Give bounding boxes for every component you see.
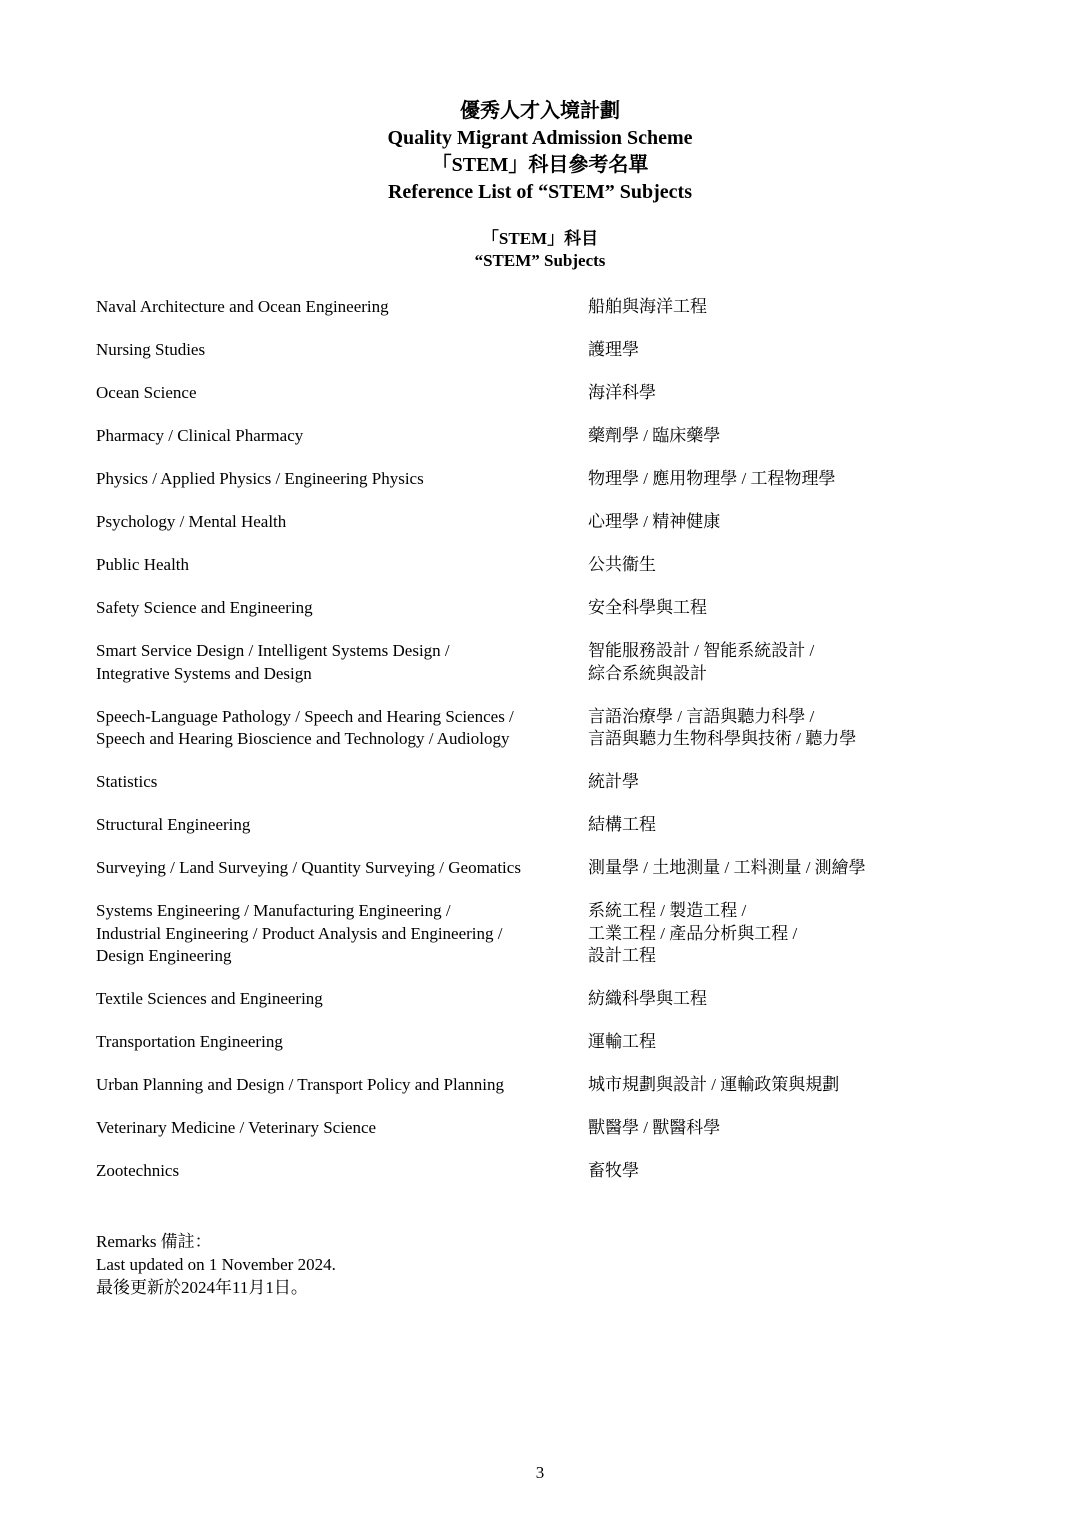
subject-line-en: Naval Architecture and Ocean Engineering (96, 297, 389, 316)
subject-line-en: Nursing Studies (96, 340, 206, 359)
subject-row (96, 339, 996, 362)
subject-name-en (96, 706, 588, 751)
subject-line-en: Structural Engineering (96, 815, 251, 834)
subject-name-en (96, 771, 588, 794)
subtitle-zh: 「STEM」科目參考名單 (431, 154, 649, 176)
subject-line-en: Transportation Engineering (96, 1032, 283, 1051)
table-header-zh: 「STEM」科目 (481, 229, 599, 248)
subject-name-en (96, 857, 588, 880)
subject-line-zh: 安全科學與工程 (588, 598, 707, 617)
subject-line-en: Safety Science and Engineering (96, 598, 313, 617)
subject-line-zh: 智能服務設計 / 智能系統設計 / (588, 641, 815, 660)
subject-name-en (96, 554, 588, 577)
subject-name-zh (588, 1031, 996, 1054)
subject-line-en: Smart Service Design / Intelligent Systems Design / (96, 641, 450, 660)
subject-line-zh: 測量學 / 土地測量 / 工料測量 / 測繪學 (588, 858, 866, 877)
subject-name-zh (588, 1074, 996, 1097)
subject-line-zh: 海洋科學 (588, 383, 656, 402)
subject-row (96, 640, 996, 685)
subject-line-zh: 統計學 (588, 772, 639, 791)
subject-line-zh: 船舶與海洋工程 (588, 297, 707, 316)
subject-name-zh (588, 468, 996, 491)
subject-row (96, 597, 996, 620)
subject-line-en: Physics / Applied Physics / Engineering Physics (96, 469, 424, 488)
subject-name-zh (588, 597, 996, 620)
subject-row (96, 382, 996, 405)
subject-name-zh (588, 511, 996, 534)
subject-line-zh: 系統工程 / 製造工程 / (588, 901, 747, 920)
subject-name-en (96, 814, 588, 837)
subject-line-en: Speech-Language Pathology / Speech and Hearing Sciences / (96, 706, 514, 726)
subject-row (96, 468, 996, 491)
subject-row (96, 425, 996, 448)
subject-line-en: Ocean Science (96, 383, 197, 402)
subject-name-zh (588, 706, 996, 751)
title-zh: 優秀人才入境計劃 (460, 100, 620, 122)
subject-name-en (96, 1031, 588, 1054)
subject-name-zh (588, 900, 996, 968)
subject-row (96, 1160, 996, 1183)
subject-name-en (96, 1117, 588, 1140)
subject-row (96, 1074, 996, 1097)
subject-name-zh (588, 339, 996, 362)
subject-name-en (96, 511, 588, 534)
subject-row (96, 900, 996, 968)
table-header-en: “STEM” Subjects (474, 251, 606, 270)
subject-name-en (96, 1160, 588, 1183)
remarks-heading: Remarks 備註： (96, 1232, 212, 1251)
subject-row (96, 988, 996, 1011)
subject-name-en (96, 900, 588, 968)
page-number: 3 (535, 1463, 545, 1482)
title-en: Quality Migrant Admission Scheme (387, 127, 693, 149)
subject-row (96, 554, 996, 577)
subject-line-zh: 公共衞生 (588, 555, 656, 574)
subject-line-en: Veterinary Medicine / Veterinary Science (96, 1118, 377, 1137)
subject-name-zh (588, 382, 996, 405)
subject-name-en (96, 597, 588, 620)
subject-line-zh: 綜合系統與設計 (588, 663, 707, 683)
subject-line-en: Public Health (96, 555, 190, 574)
subject-name-zh (588, 1117, 996, 1140)
subject-line-en: Urban Planning and Design / Transport Policy and Planning (96, 1075, 504, 1094)
subject-row (96, 706, 996, 751)
subject-name-en (96, 1074, 588, 1097)
subject-line-zh: 工業工程 / 產品分析與工程 / (588, 923, 798, 943)
remarks (96, 1230, 336, 1299)
subject-line-zh: 紡織科學與工程 (588, 989, 707, 1008)
subject-line-en: Speech and Hearing Bioscience and Technology / Audiology (96, 729, 510, 748)
subject-line-zh: 藥劑學 / 臨床藥學 (588, 426, 721, 445)
subject-name-en (96, 382, 588, 405)
subject-name-zh (588, 554, 996, 577)
subject-row (96, 296, 996, 319)
subject-name-zh (588, 771, 996, 794)
subject-line-zh: 運輸工程 (588, 1032, 656, 1051)
subject-line-zh: 心理學 / 精神健康 (588, 512, 721, 531)
subject-name-zh (588, 1160, 996, 1183)
subject-row (96, 814, 996, 837)
subject-row (96, 771, 996, 794)
subject-name-en (96, 339, 588, 362)
subject-name-en (96, 468, 588, 491)
subject-line-zh: 設計工程 (588, 946, 656, 965)
subject-name-zh (588, 640, 996, 685)
subject-line-en: Design Engineering (96, 946, 232, 965)
subject-line-en: Textile Sciences and Engineering (96, 989, 323, 1008)
subject-line-en: Statistics (96, 772, 158, 791)
subject-line-en: Psychology / Mental Health (96, 512, 287, 531)
subject-line-zh: 獸醫學 / 獸醫科學 (588, 1118, 721, 1137)
subject-name-zh (588, 814, 996, 837)
subject-line-en: Surveying / Land Surveying / Quantity Surveying / Geomatics (96, 858, 521, 877)
subject-line-zh: 言語治療學 / 言語與聽力科學 / (588, 706, 815, 726)
subject-row (96, 857, 996, 880)
subject-name-en (96, 296, 588, 319)
remarks-updated-zh: 最後更新於2024年11月1日。 (96, 1278, 308, 1297)
subject-line-en: Zootechnics (96, 1161, 180, 1180)
document-header (0, 98, 1080, 206)
subject-row (96, 511, 996, 534)
subject-line-en: Industrial Engineering / Product Analysis and Engineering / (96, 923, 503, 943)
subject-row (96, 1031, 996, 1054)
subject-name-en (96, 425, 588, 448)
subject-line-zh: 物理學 / 應用物理學 / 工程物理學 (588, 469, 836, 488)
subject-line-en: Integrative Systems and Design (96, 663, 312, 683)
table-header (0, 228, 1080, 272)
subject-name-zh (588, 296, 996, 319)
subject-list (96, 296, 996, 1183)
subject-line-zh: 城市規劃與設計 / 運輸政策與規劃 (588, 1075, 840, 1094)
remarks-updated-en: Last updated on 1 November 2024. (96, 1255, 336, 1274)
subject-line-en: Systems Engineering / Manufacturing Engineering / (96, 901, 451, 920)
subject-name-zh (588, 857, 996, 880)
subject-line-zh: 結構工程 (588, 815, 656, 834)
subject-name-zh (588, 425, 996, 448)
subject-row (96, 1117, 996, 1140)
subject-line-zh: 言語與聽力生物科學與技術 / 聽力學 (588, 729, 857, 748)
subject-name-en (96, 988, 588, 1011)
subject-line-en: Pharmacy / Clinical Pharmacy (96, 426, 304, 445)
subtitle-en: Reference List of “STEM” Subjects (387, 181, 693, 203)
subject-line-zh: 畜牧學 (588, 1161, 639, 1180)
subject-name-zh (588, 988, 996, 1011)
subject-name-en (96, 640, 588, 685)
subject-line-zh: 護理學 (588, 340, 639, 359)
